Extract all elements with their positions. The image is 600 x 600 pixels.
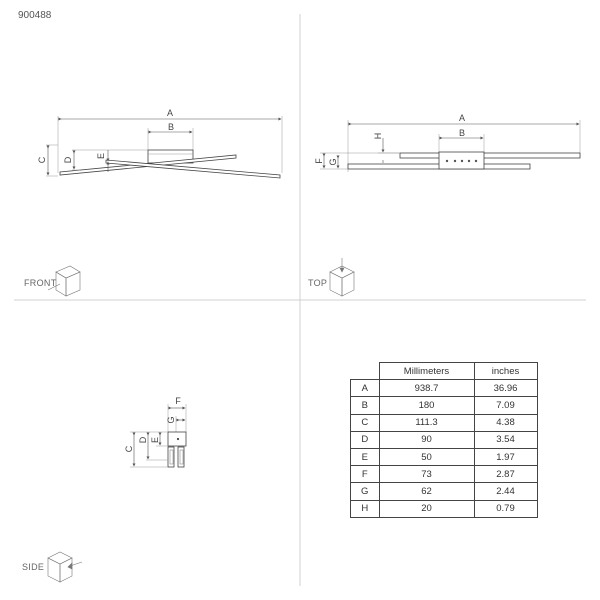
front-view-label: FRONT xyxy=(24,278,57,288)
top-dim-A: A xyxy=(458,113,466,123)
row-in: 3.54 xyxy=(474,431,537,448)
row-mm: 938.7 xyxy=(379,380,474,397)
top-dim-F: F xyxy=(314,158,324,164)
front-view-drawing xyxy=(46,116,282,178)
table-row xyxy=(351,414,538,431)
table-row xyxy=(351,466,538,483)
row-key: C xyxy=(351,414,380,431)
row-mm: 50 xyxy=(379,448,474,465)
top-view-drawing xyxy=(320,120,580,172)
front-dim-C: C xyxy=(37,156,47,164)
row-in: 4.38 xyxy=(474,414,537,431)
top-dim-B: B xyxy=(458,128,466,138)
row-key: H xyxy=(351,500,380,517)
row-key: B xyxy=(351,397,380,414)
side-dim-E: E xyxy=(150,436,160,444)
row-in: 2.87 xyxy=(474,466,537,483)
side-dim-D: D xyxy=(138,436,148,444)
row-key: F xyxy=(351,466,380,483)
dimensions-table xyxy=(350,362,538,518)
row-in: 0.79 xyxy=(474,500,537,517)
row-key: G xyxy=(351,483,380,500)
row-mm: 73 xyxy=(379,466,474,483)
table-header-key xyxy=(351,363,380,380)
front-dim-B: B xyxy=(167,122,175,132)
row-mm: 180 xyxy=(379,397,474,414)
side-dim-F: F xyxy=(175,396,181,406)
top-dim-H: H xyxy=(373,132,383,140)
side-view-cube-icon xyxy=(48,552,82,582)
side-view-drawing xyxy=(130,404,186,467)
table-header-millimeters: Millimeters xyxy=(379,363,474,380)
side-dim-C: C xyxy=(124,445,134,453)
top-dim-G: G xyxy=(328,158,338,166)
row-mm: 20 xyxy=(379,500,474,517)
table-row xyxy=(351,397,538,414)
row-in: 2.44 xyxy=(474,483,537,500)
table-row xyxy=(351,448,538,465)
front-dim-E: E xyxy=(96,152,106,160)
table-row xyxy=(351,431,538,448)
row-in: 36.96 xyxy=(474,380,537,397)
product-code: 900488 xyxy=(18,10,52,21)
row-in: 7.09 xyxy=(474,397,537,414)
row-mm: 111.3 xyxy=(379,414,474,431)
row-mm: 90 xyxy=(379,431,474,448)
top-view-label: TOP xyxy=(308,278,328,288)
table-row xyxy=(351,483,538,500)
front-dim-A: A xyxy=(166,108,174,118)
table-row xyxy=(351,380,538,397)
table-header-inches: inches xyxy=(474,363,537,380)
table-header-row xyxy=(351,363,538,380)
row-key: D xyxy=(351,431,380,448)
top-view-cube-icon xyxy=(330,258,354,296)
row-key: E xyxy=(351,448,380,465)
side-dim-G: G xyxy=(166,416,176,424)
front-dim-D: D xyxy=(63,156,73,164)
row-in: 1.97 xyxy=(474,448,537,465)
side-view-label: SIDE xyxy=(22,562,45,572)
row-key: A xyxy=(351,380,380,397)
row-mm: 62 xyxy=(379,483,474,500)
table-row xyxy=(351,500,538,517)
